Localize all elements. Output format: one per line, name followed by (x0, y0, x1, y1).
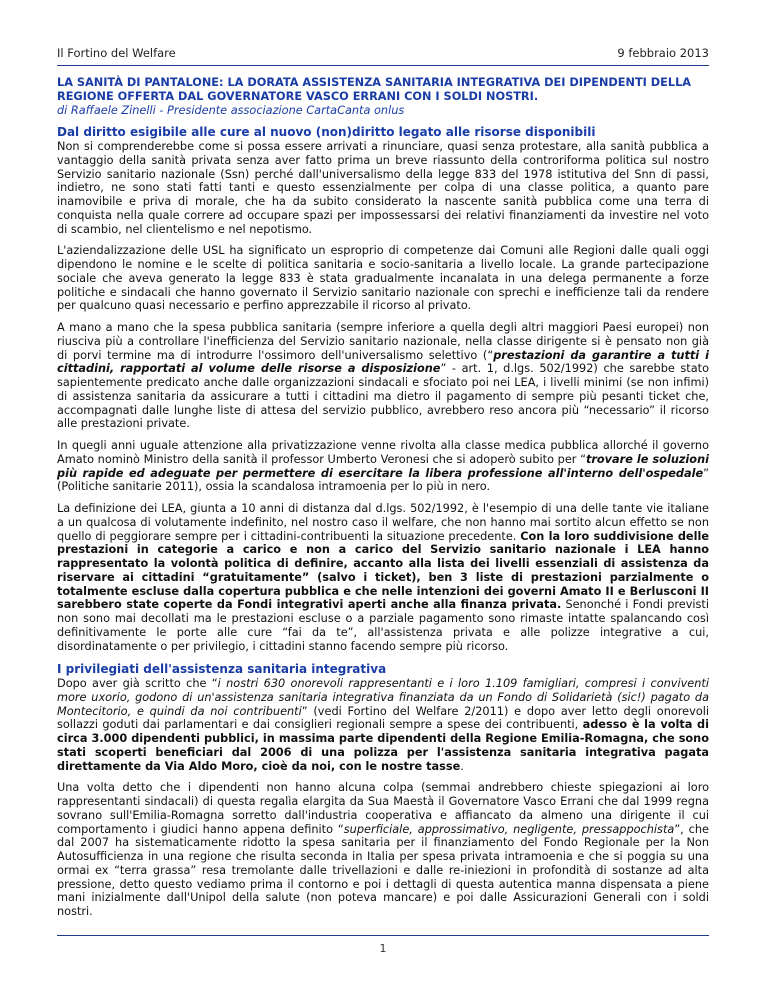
p6-text-e: . (460, 759, 464, 773)
p5-text-c: Senonché i Fondi previsti non sono mai decollati ma le prestazioni escluse o a parziale pagamento sono rimaste intatte spalancando così definitivamente le porte alle cure “fai da te”, all'assistenza privata e alle polizze integrative a cui, disordinatamente o per privilegio, i cittadini stanno facendo sempre più ricorso. (57, 598, 709, 653)
p4-quote: trovare le soluzioni più rapide ed adeguate per permettere di esercitare la libera professione all'interno dell'ospedale (57, 452, 709, 480)
page-header (57, 46, 709, 62)
paragraph-7 (57, 781, 709, 919)
p7-quote: superficiale, approssimativo, negligente, pressappochista (343, 822, 675, 836)
section-heading-2: I privilegiati dell'assistenza sanitaria integrativa (57, 662, 387, 677)
paragraph-1: Non si comprenderebbe come si possa essere arrivati a rinunciare, quasi senza protestare, alla sanità pubblica a vantaggio della sanità privata senza aver fatto prima un breve riassunto della controriforma politica sul nostro Servizio sanitario nazionale (Ssn) perché dall'universalismo della legge 833 del 1978 istitutiva del Snn di passi, indietro, ne sono stati fatti tanti e questo essenzialmente per colpa di una classe politica, a quanto pare inamovibile e priva di morale, che ha da subito considerato la nascente sanità pubblica come una terra di conquista nella quale correre ad occupare spazi per impossessarsi dei relativi finanziamenti da investire nel voto di scambio, nel clientelismo e nel nepotismo. (57, 140, 709, 236)
paragraph-6 (57, 677, 709, 773)
paragraph-3 (57, 321, 709, 431)
p6-text-a: Dopo aver già scritto che “ (57, 677, 218, 690)
header-date: 9 febbraio 2013 (617, 46, 709, 60)
article-title: LA SANITÀ DI PANTALONE: LA DORATA ASSISTENZA SANITARIA INTEGRATIVA DEI DIPENDENTI DELLA REGIONE OFFERTA DAL GOVERNATORE VASCO ERRANI CON I SOLDI NOSTRI. (57, 76, 692, 103)
p3-quote: prestazioni da garantire a tutti i cittadini, rapportati al volume delle risorse a disposizione (57, 348, 709, 376)
footer-rule (57, 935, 709, 936)
p5-text-a: La definizione dei LEA, giunta a 10 anni di distanza dal d.lgs. 502/1992, è l'esempio di una delle tante vie italiane a un qualcosa di volutamente indefinito, nel nostro caso il welfare, che non hanno mai sortito alcun effetto se non quello di peggiorare sempre per i cittadini-contribuenti la situazione precedente. (57, 502, 709, 543)
article-body (57, 76, 709, 927)
paragraph-2: L'aziendalizzazione delle USL ha significato un esproprio di competenze dai Comuni alle Regioni dalle quali oggi dipendono le nomine e le scelte di politica sanitaria e socio-sanitaria a livello locale. La grande partecipazione sociale che aveva generato la legge 833 è stata gradualmente incanalata in una delega permanente a forze politiche e sindacali che hanno governato il Servizio sanitario nazionale con sprechi e inefficienze tali da rendere per qualcuno quasi necessario e perfino apprezzabile il ricorso al privato. (57, 244, 709, 313)
paragraph-5 (57, 502, 709, 653)
paragraph-4 (57, 439, 709, 494)
p6-bold: adesso è la volta di circa 3.000 dipendenti pubblici, in massima parte dipendenti della Regione Emilia-Romagna, che sono stati scoperti beneficiari dal 2006 di una polizza per l'assistenza sanitaria integrativa pagata direttamente da Via Aldo Moro, cioè da noi, con le nostre tasse (57, 718, 709, 773)
p7-text-a: Una volta detto che i dipendenti non hanno alcuna colpa (semmai andrebbero chieste spiegazioni ai loro rappresentanti sindacali) di questa regalìa elargita da Sua Maestà il Governatore Vasco Errani che dal 1999 regna sovrano sull'Emilia-Romagna sorretto dall'industria cooperativa e affiancato da almeno una dirigente il cui comportamento i giudici hanno appena definito “ (57, 781, 709, 836)
p5-bold: Con la loro suddivisione delle prestazioni in categorie a carico e non a carico del Servizio sanitario nazionale i LEA hanno rappresentato la volontà politica di definire, accanto alla lista dei livelli essenziali di assistenza da riservare ai cittadini “gratuitamente” (salvo i ticket), ben 3 liste di prestazioni parzialmente o totalmente escluse dalla copertura pubblica e che nelle intenzioni dei governi Amato II e Berlusconi II sarebbero state coperte da Fondi integrativi aperti anche alla finanza privata. (57, 529, 709, 612)
p7-text-c: ”, che dal 2007 ha sistematicamente ridotto la spesa sanitaria per il finanziamento del Fondo Regionale per la Non Autosufficienza in una regione che risulta seconda in Italia per spesa privata intramoenia e che si poggia su una ormai ex “terra grassa” resa tremolante dalle trivellazioni e dalle re-iniezioni in profondità di sostanze ad alta pressione, detto questo vediamo prima il contorno e poi i dettagli di questa autentica manna dispensata a piene mani inizialmente dall'Unipol della salute (non poteva mancare) e poi dalle Assicurazioni Generali con i soldi nostri. (57, 822, 709, 918)
p6-quote: i nostri 630 onorevoli rappresentanti e i loro 1.109 famigliari, compresi i conviventi more uxorio, godono di un'assistenza sanitaria integrativa finanziata da un Fondo di Solidarietà (sic!) pagato da Montecitorio, e quindi da noi contribuenti (57, 677, 709, 718)
page-number: 1 (379, 942, 387, 955)
section-heading-1: Dal diritto esigibile alle cure al nuovo (non)diritto legato alle risorse disponibili (57, 125, 596, 140)
p4-text-a: In quegli anni uguale attenzione alla privatizzazione venne rivolta alla classe medica pubblica allorché il governo Amato nominò Ministro della sanità il professor Umberto Veronesi che si adoperò subito per “ (57, 439, 709, 466)
article-byline: di Raffaele Zinelli - Presidente associazione CartaCanta onlus (57, 103, 405, 117)
p6-text-c: ” (vedi Fortino del Welfare 2/2011) e dopo aver letto degli onorevoli sollazzi goduti dai parlamentari e dai consiglieri regionali sempre a spese dei contribuenti, (57, 704, 710, 732)
p3-text-a: A mano a mano che la spesa pubblica sanitaria (sempre inferiore a quella degli altri maggiori Paesi europei) non riusciva più a controllare l'inefficienza del Servizio sanitario nazionale, nella classe dirigente si è pensato non già di porvi termine ma di introdurre l'ossimoro dell'universalismo selettivo (“ (57, 321, 709, 362)
header-rule (57, 65, 709, 66)
p3-text-c: ” - art. 1, d.lgs. 502/1992) che sarebbe stato sapientemente predicato anche dalle organizzazioni sindacali e sfociato poi nei LEA, i livelli minimi (se non infimi) di assistenza sanitaria da assicurare a tutti i cittadini ma dietro il pagamento di sempre più pesanti ticket che, accompagnati dalle lunghe liste di attesa del servizio pubblico, avrebbero reso ancora più “necessario” il ricorso alle prestazioni private. (57, 362, 709, 431)
header-publication: Il Fortino del Welfare (57, 46, 176, 60)
p4-text-c: ” (Politiche sanitarie 2011), ossia la scandalosa intramoenia per lo più in nero. (57, 466, 709, 494)
